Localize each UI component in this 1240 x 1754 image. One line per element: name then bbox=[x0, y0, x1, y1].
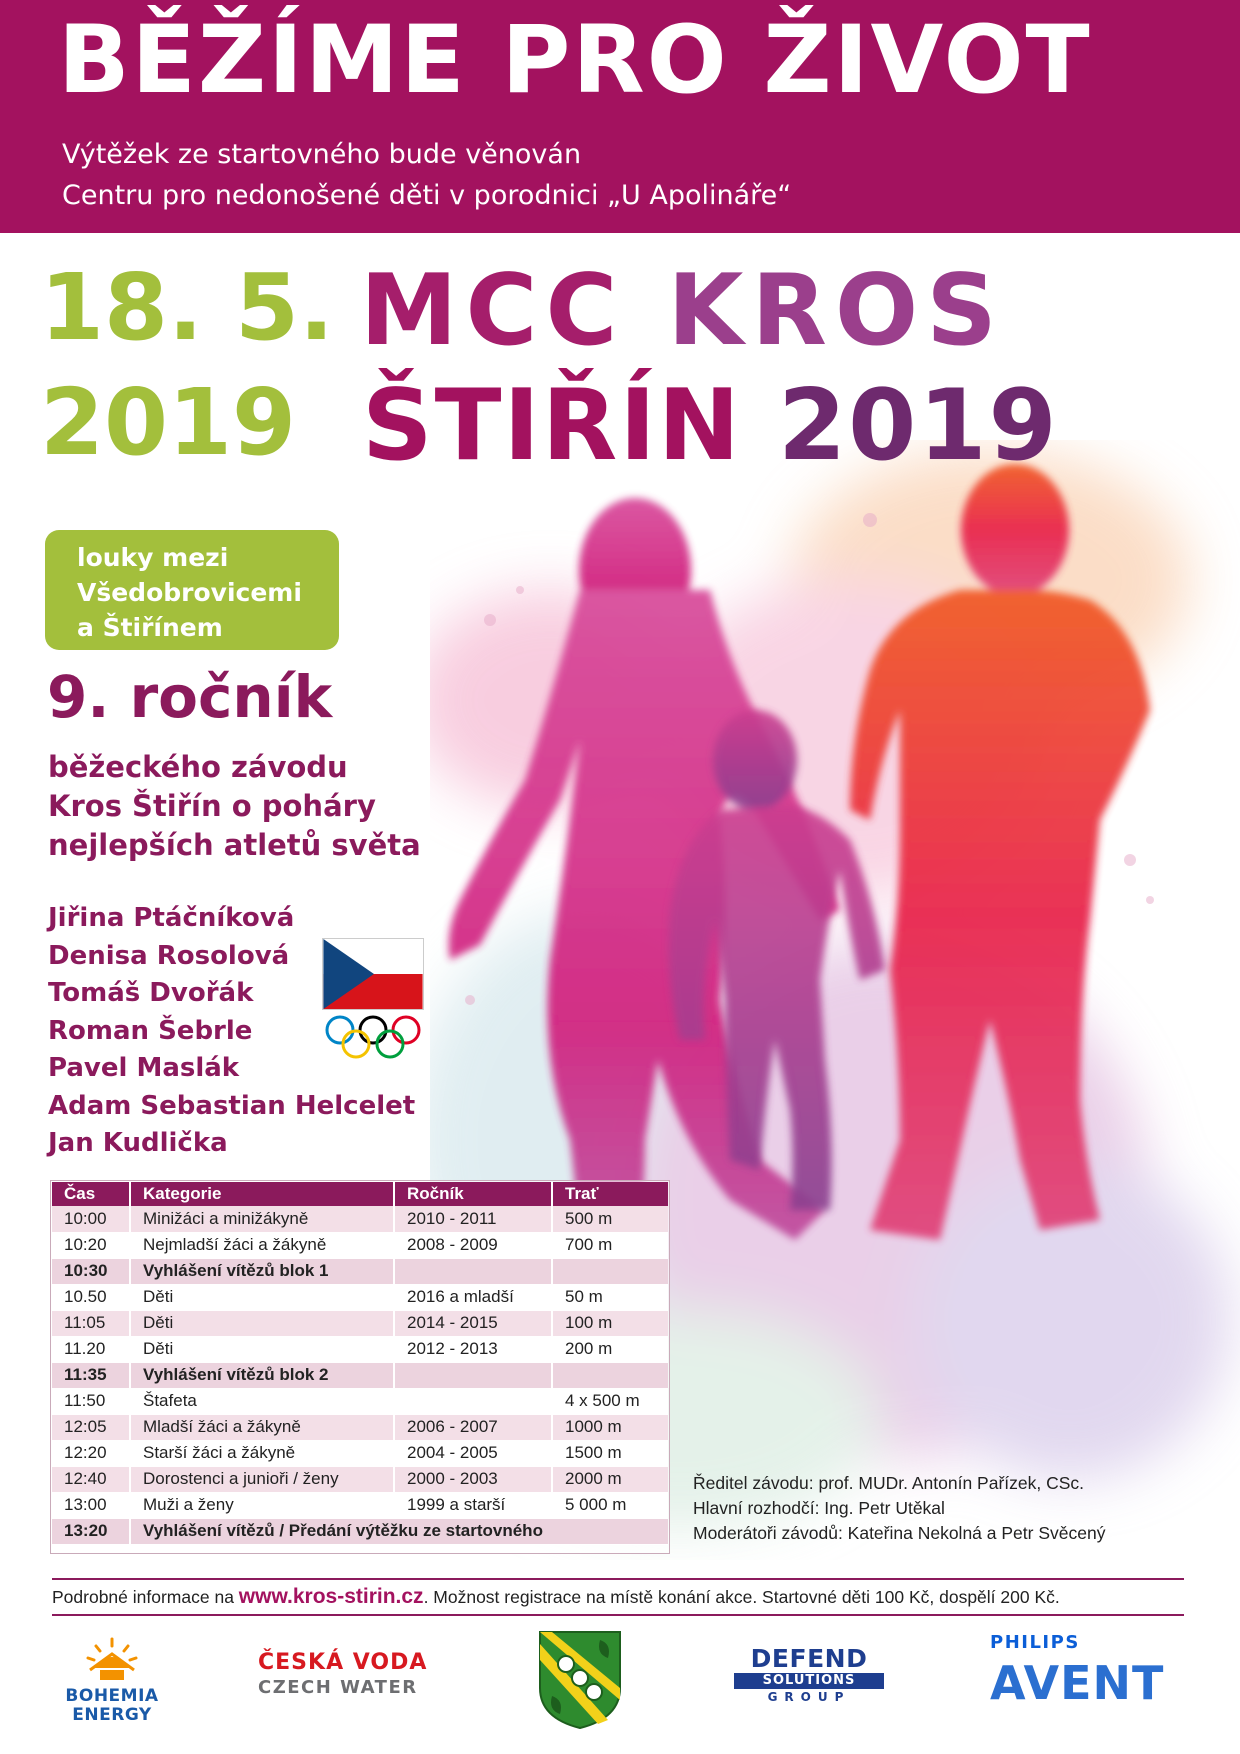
location-line: a Štiřínem bbox=[77, 613, 223, 642]
column-header-time: Čas bbox=[52, 1182, 130, 1206]
divider-bottom bbox=[52, 1614, 1184, 1616]
info-prefix: Podrobné informace na bbox=[52, 1587, 239, 1607]
cell-distance: 4 x 500 m bbox=[552, 1388, 668, 1414]
schedule-table bbox=[52, 1182, 668, 1545]
defend-line-1: DEFEND bbox=[750, 1644, 868, 1673]
cell-category: Nejmladší žáci a žákyně bbox=[130, 1232, 394, 1258]
table-row bbox=[52, 1440, 668, 1466]
athlete-name: Jiřina Ptáčníková bbox=[48, 903, 295, 933]
cell-category: Muži a ženy bbox=[130, 1492, 394, 1518]
event-date-day-month: 18. 5. bbox=[40, 254, 334, 361]
cell-distance: 500 m bbox=[552, 1206, 668, 1232]
athlete-name: Adam Sebastian Helcelet bbox=[48, 1090, 416, 1121]
official-referee: Hlavní rozhodčí: Ing. Petr Utěkal bbox=[693, 1498, 945, 1518]
voda-line-2: CZECH WATER bbox=[258, 1677, 418, 1698]
athlete-name: Jan Kudlička bbox=[48, 1128, 228, 1158]
description-line: Kros Štiřín o poháry bbox=[48, 789, 376, 823]
olympic-rings-icon bbox=[322, 1012, 424, 1062]
cell-distance: 200 m bbox=[552, 1336, 668, 1362]
cell-time: 11.20 bbox=[52, 1336, 130, 1362]
cell-time: 11:05 bbox=[52, 1310, 130, 1336]
edition-heading: 9. ročník bbox=[47, 663, 333, 731]
cell-birth-year: 2016 a mladší bbox=[394, 1284, 552, 1310]
defend-line-2: SOLUTIONS bbox=[734, 1673, 884, 1689]
header-banner bbox=[0, 0, 1240, 233]
event-title-place: ŠTIŘÍN bbox=[362, 369, 742, 483]
race-officials bbox=[693, 1471, 1105, 1546]
cell-category: Děti bbox=[130, 1310, 394, 1336]
event-title-line-2 bbox=[362, 369, 1059, 483]
cell-final-ceremony: Vyhlášení vítězů / Předání výtěžku ze startovného bbox=[130, 1518, 668, 1544]
website-link[interactable]: www.kros-stirin.cz bbox=[238, 1585, 424, 1608]
cell-distance: 2000 m bbox=[552, 1466, 668, 1492]
description-line: běžeckého závodu bbox=[48, 750, 348, 784]
cell-time: 10:20 bbox=[52, 1232, 130, 1258]
official-director: Ředitel závodu: prof. MUDr. Antonín Pařízek, CSc. bbox=[693, 1473, 1085, 1493]
ceska-voda-logo bbox=[258, 1652, 458, 1697]
cell-time: 10.50 bbox=[52, 1284, 130, 1310]
description-line: nejlepších atletů světa bbox=[48, 828, 421, 862]
column-header-distance: Trať bbox=[552, 1182, 668, 1206]
athlete-name: Denisa Rosolová bbox=[48, 940, 290, 971]
location-line: Všedobrovicemi bbox=[77, 578, 302, 607]
location-line: louky mezi bbox=[77, 543, 229, 572]
cell-distance bbox=[552, 1258, 668, 1284]
event-title-mcc: MCC bbox=[360, 254, 626, 368]
event-title-line-1 bbox=[360, 254, 1005, 368]
cell-birth-year bbox=[394, 1388, 552, 1414]
cell-distance: 50 m bbox=[552, 1284, 668, 1310]
event-title-kros: KROS bbox=[667, 254, 1005, 368]
table-row bbox=[52, 1492, 668, 1518]
cell-time: 10:30 bbox=[52, 1258, 130, 1284]
bohemia-line-2: ENERGY bbox=[72, 1705, 152, 1725]
cell-distance: 1000 m bbox=[552, 1414, 668, 1440]
cell-time: 10:00 bbox=[52, 1206, 130, 1232]
poster-headline: BĚŽÍME PRO ŽIVOT bbox=[58, 6, 1092, 115]
cell-category: Vyhlášení vítězů blok 2 bbox=[130, 1362, 394, 1388]
table-row bbox=[52, 1232, 668, 1258]
cell-category: Děti bbox=[130, 1284, 394, 1310]
table-row bbox=[52, 1258, 668, 1284]
philips-wordmark: PHILIPS bbox=[990, 1632, 1080, 1653]
cell-birth-year bbox=[394, 1258, 552, 1284]
cell-category: Štafeta bbox=[130, 1388, 394, 1414]
column-header-category: Kategorie bbox=[130, 1182, 394, 1206]
bohemia-energy-logo bbox=[52, 1636, 172, 1746]
location-box bbox=[45, 530, 339, 650]
cell-category: Mladší žáci a žákyně bbox=[130, 1414, 394, 1440]
czech-flag-icon bbox=[322, 938, 424, 1010]
cell-category: Starší žáci a žákyně bbox=[130, 1440, 394, 1466]
table-row bbox=[52, 1362, 668, 1388]
cell-birth-year: 2000 - 2003 bbox=[394, 1466, 552, 1492]
table-row bbox=[52, 1284, 668, 1310]
cell-birth-year: 2008 - 2009 bbox=[394, 1232, 552, 1258]
cell-birth-year: 2004 - 2005 bbox=[394, 1440, 552, 1466]
voda-line-1: ČESKÁ VODA bbox=[258, 1650, 428, 1675]
table-row bbox=[52, 1206, 668, 1232]
cell-distance bbox=[552, 1362, 668, 1388]
divider-top bbox=[52, 1578, 1184, 1580]
defend-line-3: GROUP bbox=[767, 1690, 851, 1704]
header-subtitle-line-1: Výtěžek ze startovného bude věnován bbox=[62, 139, 582, 170]
table-row bbox=[52, 1414, 668, 1440]
table-row bbox=[52, 1466, 668, 1492]
cell-distance: 100 m bbox=[552, 1310, 668, 1336]
cell-time: 12:05 bbox=[52, 1414, 130, 1440]
athlete-name: Roman Šebrle bbox=[48, 1015, 253, 1046]
athlete-name: Tomáš Dvořák bbox=[48, 978, 254, 1008]
cell-distance: 5 000 m bbox=[552, 1492, 668, 1518]
table-row bbox=[52, 1388, 668, 1414]
cell-birth-year: 2012 - 2013 bbox=[394, 1336, 552, 1362]
cell-distance: 1500 m bbox=[552, 1440, 668, 1466]
cell-birth-year: 1999 a starší bbox=[394, 1492, 552, 1518]
municipal-coat-of-arms-icon bbox=[538, 1630, 622, 1730]
table-row bbox=[52, 1310, 668, 1336]
cell-birth-year: 2010 - 2011 bbox=[394, 1206, 552, 1232]
info-line bbox=[52, 1584, 1060, 1610]
sun-house-icon bbox=[82, 1636, 142, 1682]
cell-distance: 700 m bbox=[552, 1232, 668, 1258]
philips-avent-logo bbox=[990, 1632, 1165, 1710]
header-subtitle-line-2: Centru pro nedonošené děti v porodnici „U Apolináře“ bbox=[62, 180, 792, 211]
cell-category: Děti bbox=[130, 1336, 394, 1362]
defend-solutions-group-logo bbox=[734, 1646, 884, 1703]
info-suffix: . Možnost registrace na místě konání akce. Startovné děti 100 Kč, dospělí 200 Kč. bbox=[423, 1587, 1060, 1607]
event-title-year: 2019 bbox=[777, 369, 1059, 483]
avent-wordmark: AVENT bbox=[990, 1656, 1165, 1710]
event-date-year: 2019 bbox=[40, 369, 297, 476]
cell-time: 13:20 bbox=[52, 1518, 130, 1544]
official-moderators: Moderátoři závodů: Kateřina Nekolná a Petr Svěcený bbox=[693, 1523, 1106, 1543]
column-header-birth-year: Ročník bbox=[394, 1182, 552, 1206]
schedule-header-row bbox=[52, 1182, 668, 1206]
table-row bbox=[52, 1336, 668, 1362]
cell-category: Vyhlášení vítězů blok 1 bbox=[130, 1258, 394, 1284]
cell-time: 12:40 bbox=[52, 1466, 130, 1492]
bohemia-line-1: BOHEMIA bbox=[65, 1686, 159, 1706]
cell-time: 11:35 bbox=[52, 1362, 130, 1388]
cell-birth-year: 2014 - 2015 bbox=[394, 1310, 552, 1336]
race-description bbox=[48, 748, 421, 865]
cell-time: 13:00 bbox=[52, 1492, 130, 1518]
athlete-name: Pavel Maslák bbox=[48, 1053, 240, 1083]
cell-birth-year bbox=[394, 1362, 552, 1388]
cell-time: 12:20 bbox=[52, 1440, 130, 1466]
cell-time: 11:50 bbox=[52, 1388, 130, 1414]
cell-birth-year: 2006 - 2007 bbox=[394, 1414, 552, 1440]
cell-category: Minižáci a minižákyně bbox=[130, 1206, 394, 1232]
cell-category: Dorostenci a junioři / ženy bbox=[130, 1466, 394, 1492]
table-row-final bbox=[52, 1518, 668, 1544]
